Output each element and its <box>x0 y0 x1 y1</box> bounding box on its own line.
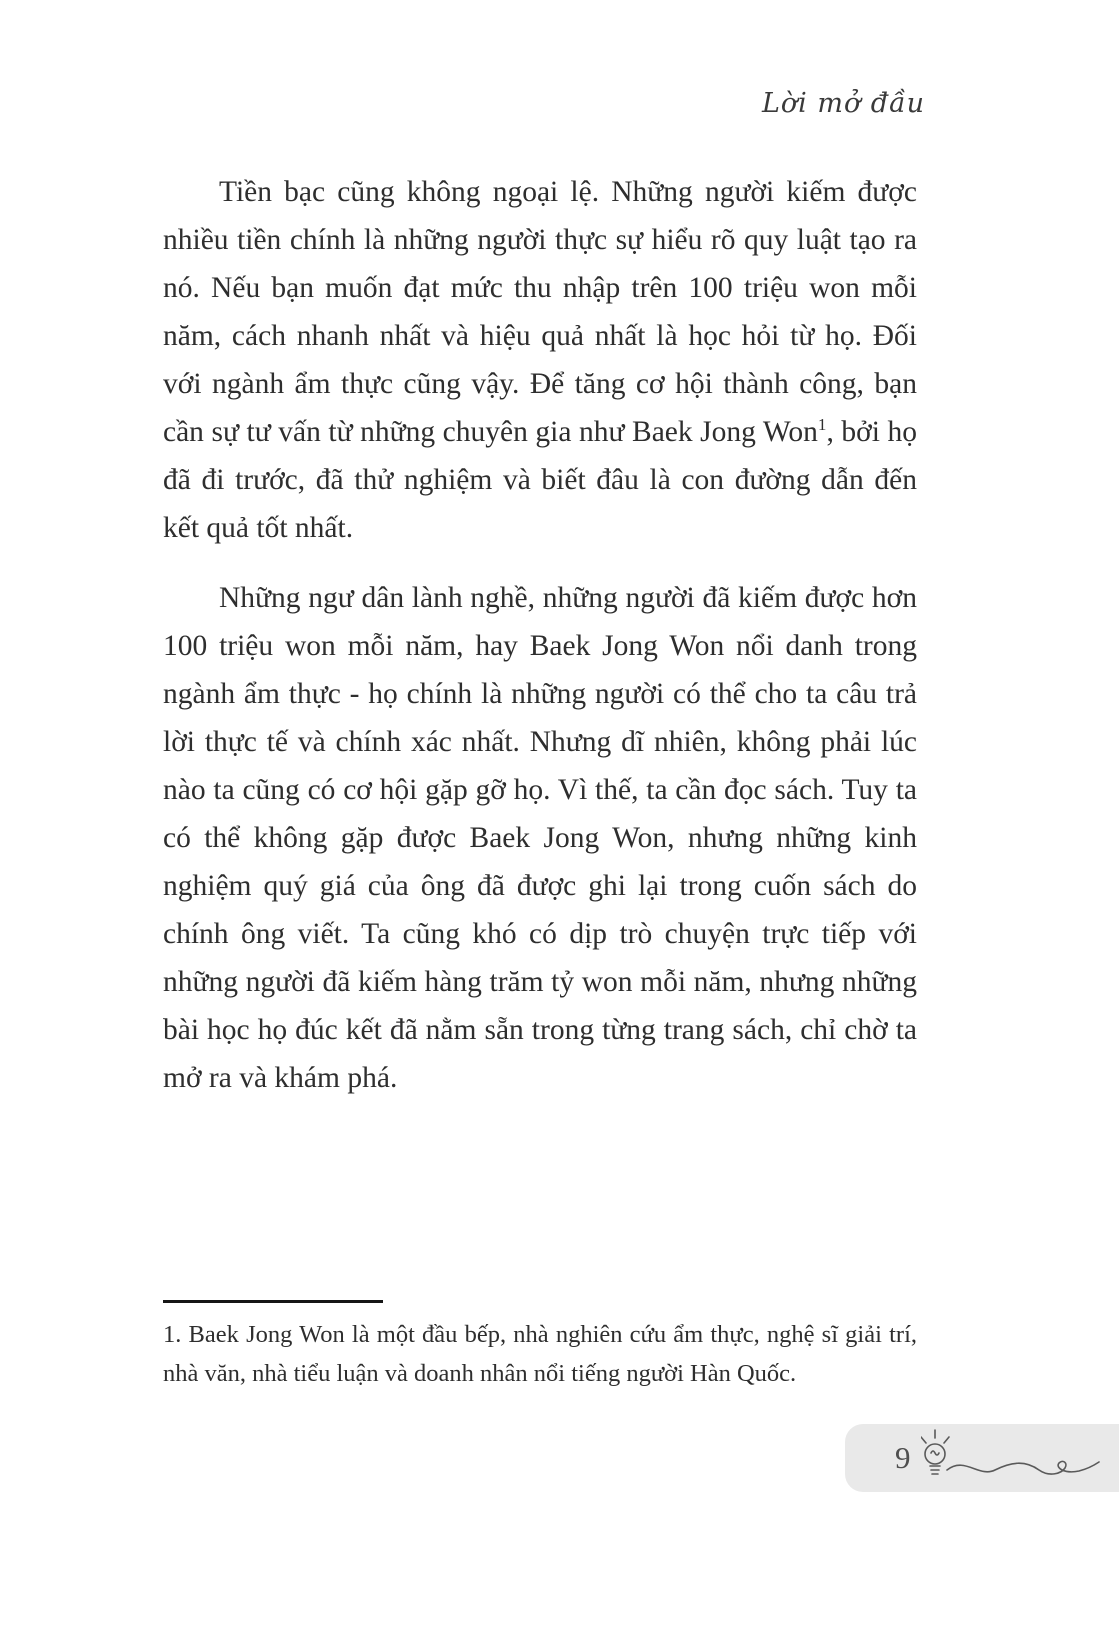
paragraph-1-text: Tiền bạc cũng không ngoại lệ. Những người kiếm được nhiều tiền chính là những người thực sự hiểu rõ quy luật tạo ra nó. Nếu bạn muốn đạt mức thu nhập trên 100 triệu won mỗi năm, cách nhanh nhất và hiệu quả nhất là học hỏi từ họ. Đối với ngành ẩm thực cũng vậy. Để tăng cơ hội thành công, bạn cần sự tư vấn từ những chuyên gia như Baek Jong Won <box>163 176 917 448</box>
footnote <box>163 1300 917 1393</box>
footnote-reference: 1 <box>817 415 827 435</box>
paragraph-2: Những ngư dân lành nghề, những người đã kiếm được hơn 100 triệu won mỗi năm, hay Baek Jong Won nổi danh trong ngành ẩm thực - họ chính là những người có thể cho ta câu trả lời thực tế và chính xác nhất. Nhưng dĩ nhiên, không phải lúc nào ta cũng có cơ hội gặp gỡ họ. Vì thế, ta cần đọc sách. Tuy ta có thể không gặp được Baek Jong Won, nhưng những kinh nghiệm quý giá của ông đã được ghi lại trong cuốn sách do chính ông viết. Ta cũng khó có dịp trò chuyện trực tiếp với những người đã kiếm hàng trăm tỷ won mỗi năm, nhưng những bài học họ đúc kết đã nằm sẵn trong từng trang sách, chỉ chờ ta mở ra và khám phá. <box>163 582 917 1094</box>
lightbulb-icon <box>921 1426 1101 1490</box>
body-text <box>163 168 917 1124</box>
paragraph-1 <box>163 168 917 552</box>
paragraph-1-text-after: , bởi họ đã đi trước, đã thử nghiệm và biết đâu là con đường dẫn đến kết quả tốt nhất. <box>163 416 918 544</box>
page-number: 9 <box>895 1440 911 1475</box>
page-number-badge <box>845 1424 1119 1492</box>
footnote-text: 1. Baek Jong Won là một đầu bếp, nhà nghiên cứu ẩm thực, nghệ sĩ giải trí, nhà văn, nhà tiểu luận và doanh nhân nổi tiếng người Hàn Quốc. <box>163 1321 917 1387</box>
running-head: Lời mở đầu <box>761 88 925 119</box>
footnote-separator <box>163 1300 383 1303</box>
